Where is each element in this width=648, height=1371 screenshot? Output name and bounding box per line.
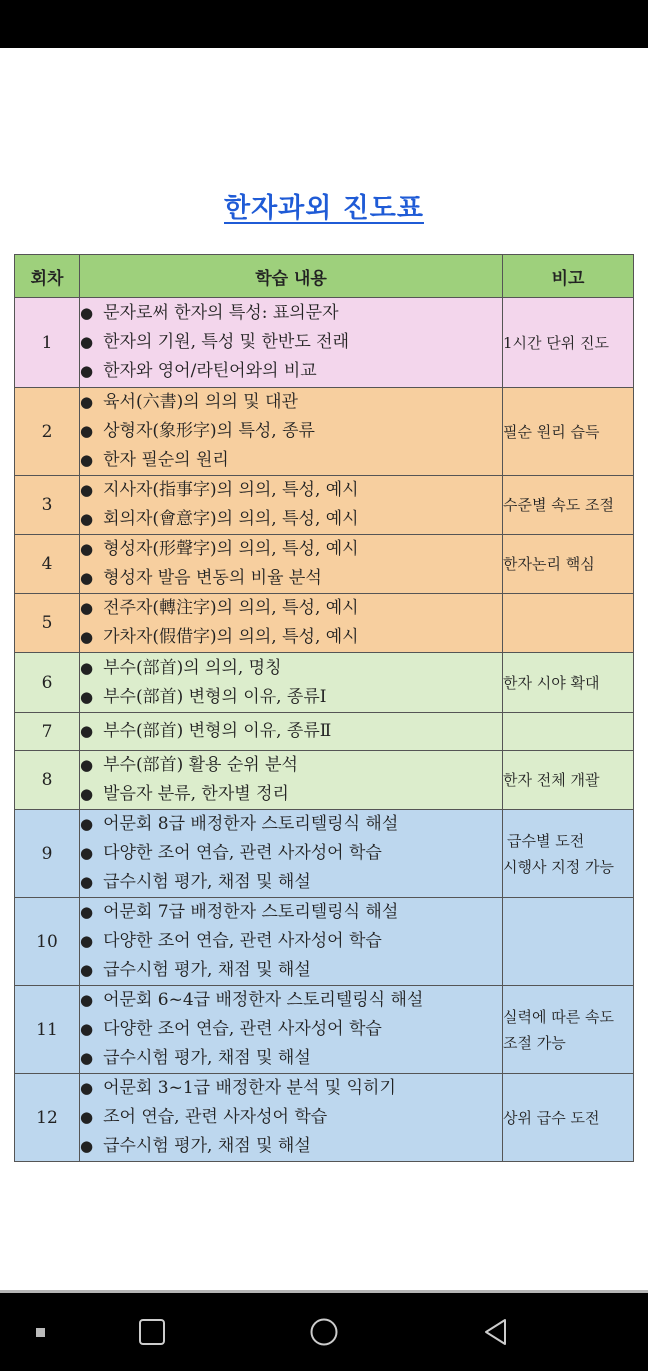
bullet-icon: ● xyxy=(80,628,94,646)
circle-icon xyxy=(309,1317,339,1347)
bullet-icon: ● xyxy=(80,722,94,740)
table-row xyxy=(15,476,634,535)
note-cell xyxy=(503,713,634,751)
lesson-content xyxy=(80,594,503,653)
lesson-item: ● 한자의 기원, 특성 및 한반도 전래 xyxy=(80,332,350,352)
lesson-item: ● 육서(六書)의 의의 및 대관 xyxy=(80,392,298,412)
bullet-icon: ● xyxy=(80,333,94,351)
lesson-item: ● 급수시험 평가, 채점 및 해설 xyxy=(80,960,311,980)
lesson-content xyxy=(80,1074,503,1162)
lesson-item: ● 급수시험 평가, 채점 및 해설 xyxy=(80,1048,311,1068)
lesson-content xyxy=(80,986,503,1074)
header-session: 회차 xyxy=(15,255,80,298)
lesson-content xyxy=(80,653,503,713)
bullet-icon: ● xyxy=(80,687,94,706)
bullet-icon: ● xyxy=(80,903,94,921)
small-square-icon xyxy=(36,1328,45,1337)
bullet-icon: ● xyxy=(80,362,94,380)
lesson-item: ● 어문회 7급 배정한자 스토리텔링식 해설 xyxy=(80,902,399,922)
bullet-icon: ● xyxy=(80,1108,94,1126)
lesson-item: ● 다양한 조어 연습, 관련 사자성어 학습 xyxy=(80,843,382,863)
table-row xyxy=(15,535,634,594)
lesson-item: ● 급수시험 평가, 채점 및 해설 xyxy=(80,1136,311,1156)
table-row xyxy=(15,594,634,653)
bullet-icon: ● xyxy=(80,451,94,469)
bullet-icon: ● xyxy=(80,991,94,1009)
lesson-content xyxy=(80,898,503,986)
lesson-item: ● 형성자 발음 변동의 비율 분석 xyxy=(80,568,322,588)
table-row xyxy=(15,388,634,476)
square-icon xyxy=(138,1318,166,1346)
navigation-bar xyxy=(0,1290,648,1371)
lesson-item: ● 회의자(會意字)의 의의, 특성, 예시 xyxy=(80,509,359,529)
recents-button[interactable] xyxy=(126,1293,178,1371)
bullet-icon: ● xyxy=(80,756,94,774)
table-row xyxy=(15,653,634,713)
page-title: 한자과외 진도표 xyxy=(224,193,424,224)
session-number: 8 xyxy=(15,751,80,810)
lesson-item: ● 어문회 8급 배정한자 스토리텔링식 해설 xyxy=(80,814,399,834)
table-row xyxy=(15,1074,634,1162)
table-row xyxy=(15,810,634,898)
bullet-icon: ● xyxy=(80,569,94,587)
bullet-icon: ● xyxy=(80,1049,94,1067)
session-number: 6 xyxy=(15,653,80,713)
note-cell: 한자 전체 개괄 xyxy=(503,751,634,810)
bullet-icon: ● xyxy=(80,540,94,558)
session-number: 4 xyxy=(15,535,80,594)
lesson-item: ● 전주자(轉注字)의 의의, 특성, 예시 xyxy=(80,598,359,618)
bullet-icon: ● xyxy=(80,1079,94,1097)
lesson-item: ● 형성자(形聲字)의 의의, 특성, 예시 xyxy=(80,539,359,559)
lesson-item: ● 한자와 영어/라틴어와의 비교 xyxy=(80,361,317,381)
bullet-icon: ● xyxy=(80,961,94,979)
bullet-icon: ● xyxy=(80,1137,94,1155)
bullet-icon: ● xyxy=(80,304,94,322)
lesson-content xyxy=(80,751,503,810)
lesson-item: ● 조어 연습, 관련 사자성어 학습 xyxy=(80,1107,328,1127)
table-row xyxy=(15,898,634,986)
lesson-content xyxy=(80,535,503,594)
lesson-item: ● 부수(部首)의 의의, 명칭 xyxy=(80,657,282,678)
note-cell: 실력에 따른 속도 조절 가능 xyxy=(503,986,634,1074)
bullet-icon: ● xyxy=(80,393,94,411)
bullet-icon: ● xyxy=(80,932,94,950)
header-note: 비고 xyxy=(503,255,634,298)
lesson-item: ● 한자 필순의 원리 xyxy=(80,450,229,470)
session-number: 1 xyxy=(15,298,80,388)
lesson-content xyxy=(80,298,503,388)
progress-table xyxy=(14,254,634,1162)
bullet-icon: ● xyxy=(80,844,94,862)
bullet-icon: ● xyxy=(80,658,94,677)
bullet-icon: ● xyxy=(80,422,94,440)
bullet-icon: ● xyxy=(80,1020,94,1038)
lesson-item: ● 가차자(假借字)의 의의, 특성, 예시 xyxy=(80,627,359,647)
session-number: 12 xyxy=(15,1074,80,1162)
lesson-item: ● 어문회 6~4급 배정한자 스토리텔링식 해설 xyxy=(80,990,424,1010)
note-cell xyxy=(503,594,634,653)
lesson-item: ● 발음자 분류, 한자별 정리 xyxy=(80,784,289,804)
lesson-item: ● 급수시험 평가, 채점 및 해설 xyxy=(80,872,311,892)
session-number: 9 xyxy=(15,810,80,898)
note-cell: 1시간 단위 진도 xyxy=(503,298,634,388)
note-cell: 한자논리 핵심 xyxy=(503,535,634,594)
lesson-item: ● 문자로써 한자의 특성: 표의문자 xyxy=(80,303,339,323)
menu-button[interactable] xyxy=(20,1293,60,1371)
lesson-item: ● 상형자(象形字)의 특성, 종류 xyxy=(80,421,315,441)
lesson-item: ● 부수(部首) 변형의 이유, 종류Ⅱ xyxy=(80,721,332,741)
lesson-item: ● 부수(部首) 활용 순위 분석 xyxy=(80,755,298,775)
home-button[interactable] xyxy=(296,1293,352,1371)
lesson-item: ● 부수(部首) 변형의 이유, 종류Ⅰ xyxy=(80,686,327,707)
table-header-row xyxy=(15,255,634,298)
header-content: 학습 내용 xyxy=(80,255,503,298)
session-number: 2 xyxy=(15,388,80,476)
session-number: 10 xyxy=(15,898,80,986)
note-cell: 필순 원리 습득 xyxy=(503,388,634,476)
note-cell: 상위 급수 도전 xyxy=(503,1074,634,1162)
note-cell xyxy=(503,898,634,986)
triangle-back-icon xyxy=(481,1317,511,1347)
back-button[interactable] xyxy=(468,1293,524,1371)
bullet-icon: ● xyxy=(80,785,94,803)
bullet-icon: ● xyxy=(80,510,94,528)
lesson-content xyxy=(80,476,503,535)
session-number: 3 xyxy=(15,476,80,535)
bullet-icon: ● xyxy=(80,599,94,617)
status-bar xyxy=(0,0,648,48)
lesson-content xyxy=(80,388,503,476)
session-number: 5 xyxy=(15,594,80,653)
lesson-content xyxy=(80,810,503,898)
lesson-content xyxy=(80,713,503,751)
lesson-item: ● 지사자(指事字)의 의의, 특성, 예시 xyxy=(80,480,359,500)
lesson-item: ● 다양한 조어 연습, 관련 사자성어 학습 xyxy=(80,931,382,951)
lesson-item: ● 어문회 3~1급 배정한자 분석 및 익히기 xyxy=(80,1078,396,1098)
bullet-icon: ● xyxy=(80,873,94,891)
session-number: 11 xyxy=(15,986,80,1074)
table-row xyxy=(15,713,634,751)
note-cell: 급수별 도전 시행사 지정 가능 xyxy=(503,810,634,898)
note-cell: 한자 시야 확대 xyxy=(503,653,634,713)
session-number: 7 xyxy=(15,713,80,751)
table-row xyxy=(15,751,634,810)
bullet-icon: ● xyxy=(80,815,94,833)
bullet-icon: ● xyxy=(80,481,94,499)
lesson-item: ● 다양한 조어 연습, 관련 사자성어 학습 xyxy=(80,1019,382,1039)
table-row xyxy=(15,298,634,388)
note-cell: 수준별 속도 조절 xyxy=(503,476,634,535)
table-row xyxy=(15,986,634,1074)
